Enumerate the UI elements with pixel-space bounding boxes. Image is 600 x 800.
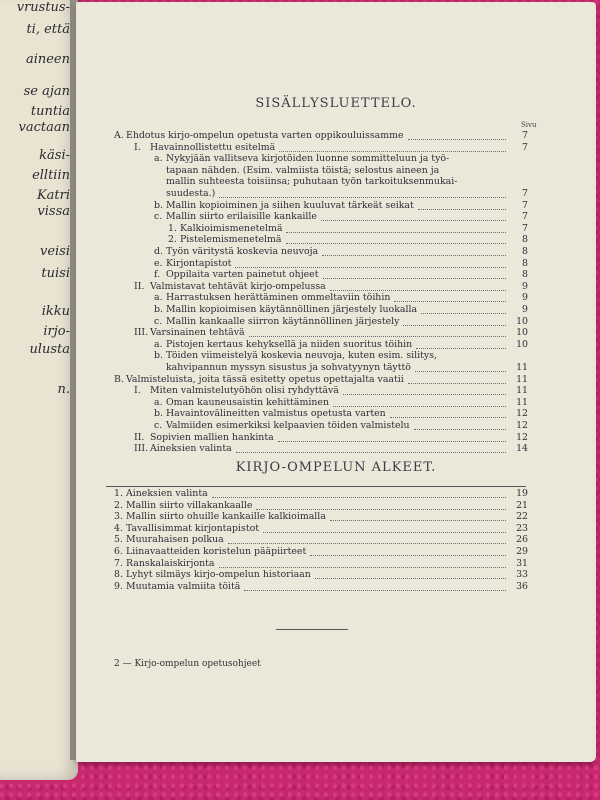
page-footer: 2 — Kirjo-ompelun opetusohjeet xyxy=(114,659,261,669)
toc-entry xyxy=(154,165,528,177)
margin-text-fragment: Katri xyxy=(36,188,70,203)
toc-page-number: 7 xyxy=(522,130,528,141)
toc-page-number: 29 xyxy=(516,546,528,557)
toc-leader-dots xyxy=(236,440,506,453)
toc-page-number: 19 xyxy=(516,488,528,499)
book-page xyxy=(76,2,596,762)
toc-entry-label: b. xyxy=(154,408,163,420)
toc-page-number: 21 xyxy=(516,499,528,511)
toc-entry-label: b. xyxy=(154,304,163,315)
toc-entry-text: Mallin siirto erilaisille kankaille xyxy=(166,211,317,223)
toc-page-number: 8 xyxy=(522,257,528,269)
toc-entry-text: Mallin siirto ohuille kankaille kalkioimalla xyxy=(126,511,326,523)
toc-page-number: 12 xyxy=(516,431,528,443)
toc-page-number: 10 xyxy=(516,327,528,339)
toc-entry-text: kahvipannun myssyn sisustus ja sohvatyynyn täyttö xyxy=(166,362,411,373)
toc-page-number: 9 xyxy=(522,292,528,304)
toc-page-number: 8 xyxy=(522,269,528,281)
toc-entry-text: tapaan nähden. (Esim. valmiista töistä; selostus aineen ja xyxy=(166,164,440,176)
toc-entry-text: Havainnollistettu esitelmä xyxy=(150,141,276,153)
toc-entry-text: Pistojen kertaus kehyksellä ja niiden suoritus töihin xyxy=(166,338,413,350)
toc-entry-label: e. xyxy=(154,257,163,269)
toc-entry-text: Lyhyt silmäys kirjo-ompelun historiaan xyxy=(126,569,311,581)
toc-leader-dots xyxy=(244,578,506,591)
toc-entry-text: Ranskalaiskirjonta xyxy=(126,557,215,569)
toc-entry xyxy=(134,142,528,154)
toc-entry-text: Ehdotus kirjo-ompelun opetusta varten oppikouluissamme xyxy=(126,130,404,141)
toc-entry-text: mallin suhteesta toisiinsa; puhutaan työn tarkoituksenmukai- xyxy=(166,176,458,188)
margin-text-fragment: se ajan xyxy=(23,84,70,99)
toc-entry-label: II. xyxy=(134,280,145,292)
toc-page-number: 11 xyxy=(516,362,528,373)
toc-entry-label: a. xyxy=(154,292,163,304)
toc-page-number: 36 xyxy=(516,580,528,592)
margin-text-fragment: tuntia xyxy=(30,104,70,119)
toc-entry xyxy=(134,443,528,455)
toc-page-number: 8 xyxy=(522,234,528,246)
margin-text-fragment: vissa xyxy=(37,204,70,219)
toc-entry-text: Miten valmistelutyöhön olisi ryhdyttävä xyxy=(150,385,339,397)
margin-text-fragment: vactaan xyxy=(18,120,70,135)
toc-entry-label: 4. xyxy=(114,522,123,534)
toc-page-number: 7 xyxy=(522,211,528,223)
toc-page-number: 12 xyxy=(516,408,528,420)
toc-page-number: 22 xyxy=(516,511,528,523)
section2-title: KIRJO-OMPELUN ALKEET. xyxy=(235,460,437,475)
toc-entry-label: 2. xyxy=(114,499,123,511)
page-column-header: Sivu xyxy=(521,121,537,129)
toc-entry-text: Aineksien valinta xyxy=(126,488,208,499)
margin-text-fragment: veisi xyxy=(39,244,70,259)
toc-entry-text: Liinavaatteiden koristelun pääpiirteet xyxy=(126,546,307,557)
toc-entry xyxy=(154,339,528,351)
toc-entry-text: Oman kauneusaistin kehittäminen xyxy=(166,396,330,408)
toc-entry-label: 7. xyxy=(114,557,123,569)
toc-page-number: 7 xyxy=(522,188,528,199)
margin-text-fragment: tuisi xyxy=(41,266,70,281)
toc-page-number: 7 xyxy=(522,141,528,153)
toc-entry-text: Valmistavat tehtävät kirjo-ompelussa xyxy=(150,280,326,292)
toc-entry-label: 9. xyxy=(114,580,123,592)
margin-text-fragment: vrustus- xyxy=(16,0,70,15)
toc-page-number: 12 xyxy=(516,420,528,431)
toc-entry-text: Kalkioimismenetelmä xyxy=(180,222,283,234)
toc-entry xyxy=(154,153,528,165)
toc-entry-label: III. xyxy=(134,327,149,339)
toc-entry-label: 3. xyxy=(114,511,123,523)
toc-entry-label: A. xyxy=(114,130,124,141)
toc-page-number: 11 xyxy=(516,396,528,408)
toc-leader-dots xyxy=(279,139,506,152)
toc-page-number: 10 xyxy=(516,315,528,327)
toc-entry-text: suudesta.) xyxy=(166,188,216,199)
toc-entry-label: a. xyxy=(154,396,163,408)
toc-entry-text: Kirjontapistot xyxy=(166,257,232,269)
toc-entry-text: Työn väritystä koskevia neuvoja xyxy=(166,246,319,257)
toc-entry-text: Valmisteluista, joita tässä esitetty opetus opettajalta vaatii xyxy=(126,373,404,385)
margin-text-fragment: irjo- xyxy=(43,324,70,339)
toc-entry-label: 1. xyxy=(114,488,123,499)
toc-page-number: 33 xyxy=(516,569,528,581)
margin-text-fragment: ikku xyxy=(41,304,70,319)
margin-text-fragment: n. xyxy=(57,382,70,397)
toc-entry-text: Mallin kopioiminen ja siihen kuuluvat tärkeät seikat xyxy=(166,199,414,211)
toc-page-number: 14 xyxy=(516,443,528,455)
toc-entry-label: a. xyxy=(154,338,163,350)
toc-entry-text: Pistelemismenetelmä xyxy=(180,234,282,246)
toc-page-number: 26 xyxy=(516,534,528,546)
toc-entry-text: Nykyjään vallitseva kirjotöiden luonne sommitteluun ja työ- xyxy=(166,153,450,165)
toc-entry-text: Valmiiden esimerkiksi kelpaavien töiden valmistelu xyxy=(166,420,410,431)
toc-entry-label: b. xyxy=(154,199,163,211)
toc-entry-label: 1. xyxy=(168,222,177,234)
toc-entry-label: I. xyxy=(134,385,141,397)
toc-entry-text: Sopivien mallien hankinta xyxy=(150,431,274,443)
toc-entry-text: Töiden viimeistelyä koskevia neuvoja, kuten esim. silitys, xyxy=(166,350,437,362)
toc-entry-text: Harrastuksen herättäminen ommeltaviin töihin xyxy=(166,292,391,304)
toc-entry-text: Muutamia valmiita töitä xyxy=(126,580,241,592)
toc-entry-label: b. xyxy=(154,350,163,362)
toc-entry-label: 6. xyxy=(114,546,123,557)
toc-entry-label: I. xyxy=(134,141,141,153)
margin-text-fragment: ti, että xyxy=(26,22,70,37)
margin-text-fragment: käsi- xyxy=(39,148,70,163)
toc-entry-label: a. xyxy=(154,153,163,165)
toc-entry-label: 8. xyxy=(114,569,123,581)
toc-page-number: 23 xyxy=(516,522,528,534)
toc-entry-text: Aineksien valinta xyxy=(150,443,232,455)
toc-page-number: 7 xyxy=(522,199,528,211)
toc-entry-text: Mallin kankaalle siirron käytännöllinen järjestely xyxy=(166,315,400,327)
toc-entry-label: 5. xyxy=(114,534,123,546)
toc-entry-text: Oppilaita varten painetut ohjeet xyxy=(166,269,319,281)
toc-entry-label: II. xyxy=(134,431,145,443)
left-page xyxy=(0,0,78,780)
toc-entry-text: Muurahaisen polkua xyxy=(126,534,224,546)
toc-page-number: 9 xyxy=(522,280,528,292)
margin-text-fragment: ulusta xyxy=(29,342,70,357)
toc-entry-label: III. xyxy=(134,443,149,455)
toc-page-number: 7 xyxy=(522,222,528,234)
toc-entry-label: 2. xyxy=(168,234,177,246)
toc-entry-label: B. xyxy=(114,373,124,385)
margin-text-fragment: aineen xyxy=(25,52,70,67)
toc-entry-text: Havaintovälineitten valmistus opetusta varten xyxy=(166,408,386,420)
toc-page-number: 11 xyxy=(516,373,528,385)
toc-entry-label: c. xyxy=(154,211,163,223)
toc-entry-text: Tavallisimmat kirjontapistot xyxy=(126,522,260,534)
toc-entry-text: Mallin kopioimisen käytännöllinen järjestely luokalla xyxy=(166,304,418,315)
toc-page-number: 31 xyxy=(516,557,528,569)
margin-text-fragment: elltiin xyxy=(32,168,70,183)
toc-page-number: 11 xyxy=(516,385,528,397)
toc-entry-text: Mallin siirto villakankaalle xyxy=(126,499,253,511)
toc-page-number: 10 xyxy=(516,338,528,350)
toc-title: SISÄLLYSLUETTELO. xyxy=(255,96,417,111)
toc-entry-label: c. xyxy=(154,420,163,431)
toc-page-number: 8 xyxy=(522,246,528,257)
end-rule xyxy=(276,629,348,630)
toc-entry-label: f. xyxy=(154,269,161,281)
toc-entry xyxy=(114,581,528,593)
toc-entry-text: Varsinainen tehtävä xyxy=(150,327,245,339)
toc-leader-dots xyxy=(416,336,506,349)
toc-page-number: 9 xyxy=(522,304,528,315)
toc-entry-label: d. xyxy=(154,246,163,257)
toc-entry-label: c. xyxy=(154,315,163,327)
